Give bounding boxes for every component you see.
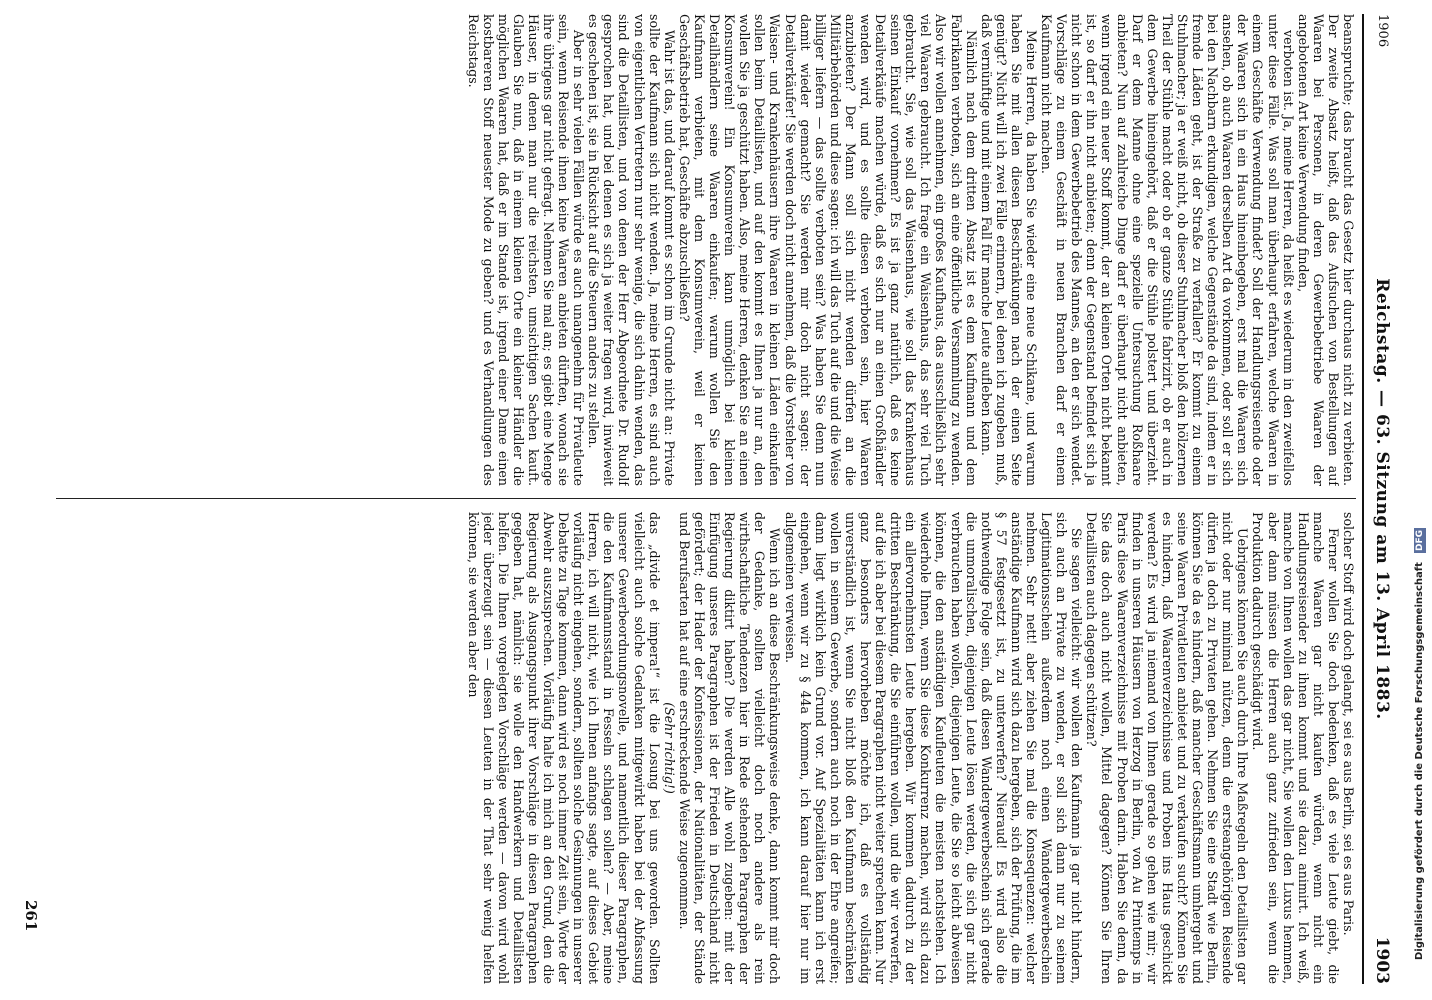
paragraph: Wahr ist das, und darauf kommt es schon im Grunde nicht an: Private sollte der Kaufmann sich nicht wenden. Ja, meine Herren, es sind auch von eigentlichen Vertretern nur sehr wenige, die sich dahin wenden, das sind die Detaillisten, und von denen der Herr Abgeordnete Dr. Rudolf gesprochen hat, und bei denen es sich ja weiter fragen wird, inwieweit es geschehen ist, sie in Rücksicht auf die Steuern anders zu stellen. xyxy=(586,14,677,486)
dfg-logo: DFG xyxy=(1415,529,1425,551)
paragraph: Ferner wollen Sie doch bedenken, daß es viele Leute giebt, die manche Waaren gar nicht kaufen würden, wenn nicht ein Handlungsreisender zu ihnen kommt und sie dazu animirt. Ich weiß, manche von Ihnen wollen das gar nicht, Sie wollen den Luxus hemmen, aber dann müssen die Herren auch ganz zufrieden sein, wenn die Produktion dadurch geschädigt wird. xyxy=(1250,512,1341,984)
paragraph: Meine Herren, da haben Sie wieder eine neue Schikane, und warum haben Sie mit allen diesen Beschränkungen nach der einen Seite genügt? Nicht will ich zwei Fälle erinnern, bei denen ich zugeben muß, daß vernünftige und mit einem Fall für manche Leute aufleben kann. xyxy=(978,14,1040,486)
running-head-right: 1903 xyxy=(1372,936,1392,984)
paragraph: Aber in sehr vielen Fällen würde es auch unangenehm für Privatleute sein, wenn Reisende ihnen keine Waaren anbieten dürften, wonach sie ihre übrigens gar nicht gefragt. Nehmen Sie mal an; es giebt eine Menge Häuser, in denen man nur die reichsten, umsichtigen Sachen kauft. Glauben Sie nun, daß in einem kleinen Orte ein kleiner Händler die möglichen Waaren hat, daß er im Stande ist, irgend einer Dame einen kostbareren Stoff neuester Mode zu geben? und es Verhandlungen des Reichstags. xyxy=(465,14,587,486)
paragraph: Uebrigens können Sie auch durch Ihre Maßregeln den Detaillisten gar nicht oder nur minimal nützen, denn die ersteangehörigen Reisende dürfen ja doch zu Privaten gehen. Nehmen Sie eine Stadt wie Berlin, können Sie da es hindern, daß mancher Geschäftsmann umhergeht und seine Waaren Privatleuten anbietet und zu verkaufen sucht? Können Sie es hindern, daß Waarenverzeichnisse und Proben ins Haus geschickt werden? Es wird ja niemand von Ihnen gerade so gehen wie mir; wir finden in unseren Häusern von Herzog in Berlin, von Au Printemps in Paris diese Waarenverzeichnisse mit Proben darin. Haben Sie denn, da Sie das doch auch nicht wollen, Mittel dagegen? Können Sie Ihren Detaillisten auch dagegen schützen? xyxy=(1084,512,1251,984)
paragraph: Nämlich nach dem dritten Absatz ist es dem Kaufmann und dem Fabrikanten verboten, sich an eine öffentliche Versammlung zu wenden. Also wir wollen annehmen, ein großes Kaufhaus, das ausschließlich sehr viel Waaren gebraucht. Ich frage ein Waisenhaus, das sehr viel Tuch gebraucht. Sie, wie soll das Waisenhaus, wie soll das Krankenhaus seinen Einkauf vornehmen? Es ist ja ganz natürlich, daß es keine Detailverkäufe machen würde, daß es sich nur an einen Großhändler wenden wird, und es sollte diesen verboten sein, hier Waaren anzubieten? Der Mann soll sich nicht wenden dürfen an die Militärbehörden und diese sagen: ich will das Tuch auf die und die Weise billiger liefern — das sollte verboten sein? Was haben Sie denn nun damit wieder gemacht? Sie werden mir doch nicht sagen: der Detailverkäufer! Sie werden doch nicht annehmen, daß die Vorsteher von Waisen- und Krankenhäusern ihre Waaren in kleinen Läden einkaufen sollen beim Detaillisten, und auf den kommt es Ihnen ja nur an, den wollen Sie ja geschützt haben. Also, meine Herren, denken Sie an einen Konsumverein! Ein Konsumverein kann unmöglich bei kleinen Detailhändlern seine Waaren einkaufen; warum wollen Sie den Kaufmann verbieten, mit dem Konsumverein, weil er keinen Geschäftsbetrieb hat, Geschäfte abzuschließen? xyxy=(676,14,979,486)
paragraph: Sie sagen vielleicht: wir wollen den Kaufmann ja gar nicht hindern, sich auch an Private zu wenden, er soll sich dann nur zu seinem Legitimationsschein außerdem noch einen Wandergewerbeschein nehmen. Sehr nett! aber ziehen Sie mal die Konsequenzen: welcher anständige Kaufmann wird sich dazu hergeben, sich der Prüfung, die im § 57 festgesetzt ist, zu unterwerfen? Nieraud! Es wird also die nothwendige Folge sein, daß diesen Wandergewerbeschein sich gerade die unmoralischen, diejenigen Leute lösen werden, die sich gar nicht verbrauchen haben wollen, diejenigen Leute, die Sie so leicht abweisen können, die den anständigen Kaufleuten die meisten nachstehen. Ich wiederhole Ihnen, wenn Sie diese Konkurrenz machen, wird sich dazu ein allervornehmsten Leute hergeben. Wir kommen dadurch zu der dritten Beschränkung, die Sie einführen wollen, und die wir verwerfen, auf die ich aber bei diesem Paragraphen nicht weiter sprechen kann. Nur ganz besonders hervorheben möchte ich, daß es vollständig unverständlich ist, wenn Sie nicht bloß den Kaufmann beschränken wollen in seinem Gewerbe, sondern auch noch in der Ehre angreifen; dann liegt wirklich kein Grund vor. Auf Spezialitäten kann ich erst eingehen, wenn wir zu § 44a kommen, ich kann darauf hier nur im allgemeinen verweisen. xyxy=(782,512,1085,984)
left-column xyxy=(44,14,1356,486)
watermark-label: Digitalisierung gefördert durch die Deutsche Forschungsgemeinschaft xyxy=(1414,562,1425,960)
interjection: (Sehr richtig!) xyxy=(661,702,677,794)
header-rule xyxy=(1362,14,1364,984)
page-number: 261 xyxy=(22,900,40,932)
paragraph: beanspruchte; das braucht das Gesetz hier durchaus nicht zu verbieten. Der zweite Absatz heißt, daß das Aufsuchen von Bestellungen auf Waaren bei Personen, in deren Gewerbebetriebe Waaren der angebotenen Art keine Verwendung finden, xyxy=(1295,14,1356,486)
paragraph: das „divide et impera!“ ist die Losung bei uns geworden. Sollten vielleicht auch solche Gedanken mitgewirkt haben bei der Abfassung unserer Gewerbeordnungsnovelle, und namentlich dieser Paragraphen, die den Kaufmannsstand in Fesseln schlagen sollen? — Aber, meine Herren, ich will nicht, wie ich Ihnen anfangs sagte, auf dieses Gebiet vorläufig nicht eingehen, sondern, sollten solche Gesinnungen in unserer Debatte zu Tage kommen, dann wird es noch immer Zeit sein, Worte der Abwehr auszusprechen. Vorläufig halte ich mich an den Grund, den die Regierung als Ausgangspunkt ihrer Vorschläge in diesen Paragraphen gegeben hat, nämlich: sie wolle den Handwerkern und Detaillisten helfen. Die Ihnen vorgelegten Vorschläge werden — davon wird wohl jeder überzeugt sein — diesen Leuten in der That sehr wenig helfen können, sie werden aber den xyxy=(465,512,662,984)
column-divider xyxy=(56,498,1356,499)
page-header xyxy=(1364,14,1394,984)
page-title: Reichstag. — 63. Sitzung am 13. April 1883. xyxy=(1372,278,1392,720)
paragraph: Wenn ich an diese Beschränkungsweise denke, dann kommt mir doch der Gedanke, sollten vielleicht doch noch andere als rein wirthschaftliche Tendenzen hier in Rede stehenden Paragraphen der Regierung diktirt haben? Die werden Alle wohl zugeben: mit der Einfügung unseres Paragraphen ist der Frieden in Deutschland nicht gefördert; der Hader der Konfessionen, der Nationalitäten, der Stände und Berufsarten hat auf eine erschreckende Weise zugenommen. xyxy=(676,512,783,984)
paragraph: verboten ist. Ja, meine Herren, da heißt es wiederum in den zweifellos unter diese Fälle. Was soll man überhaupt erfahren, welche Waaren in einem Geschäfte Verwendung findet? Soll der Handlungsreisende oder der Waaren sich in ein Haus hineinbegeben, erst mal die Waaren sich ansehen, ob auch Waaren derselben Art da vorkommen, oder soll er sich bei den Nachbarn erkundigen, welche Gegenstände da sind, indem er in fremde Läden geht, ist der Straße zu verfallen? Er kommt zu einem Stuhlmacher; ja er weiß nicht, ob dieser Stuhlmacher bloß den hölzernen Theil der Stühle macht oder ob er ganze Stühle fabrizirt, ob er auch in dem Gewerbe hineingehört, daß er die Stühle polstert und überzieht. Darf er dem Manne ohne eine spezielle Untersuchung Roßhaare anbieten? Nun auf zahlreiche Dinge darf er überhaupt nicht anbieten, wenn irgend ein neuer Stoff kommt, der an kleinen Orten nicht bekannt ist, so darf er ihn nicht anbieten; denn der Gegenstand befindet sich ja nicht schon in dem Gewerbebetrieb des Mannes, an den er sich wendet. Vorschläge zu einem Geschäft in neuen Branchen darf er einem Kaufmann nicht machen. xyxy=(1039,14,1296,486)
running-head-left: 1906 xyxy=(1375,14,1390,48)
right-column xyxy=(44,512,1356,984)
watermark xyxy=(1412,0,1432,1000)
watermark-text xyxy=(1414,40,1430,960)
paragraph: solcher Stoff wird doch gelangt, sei es aus Berlin, sei es aus Paris. xyxy=(1341,512,1356,936)
